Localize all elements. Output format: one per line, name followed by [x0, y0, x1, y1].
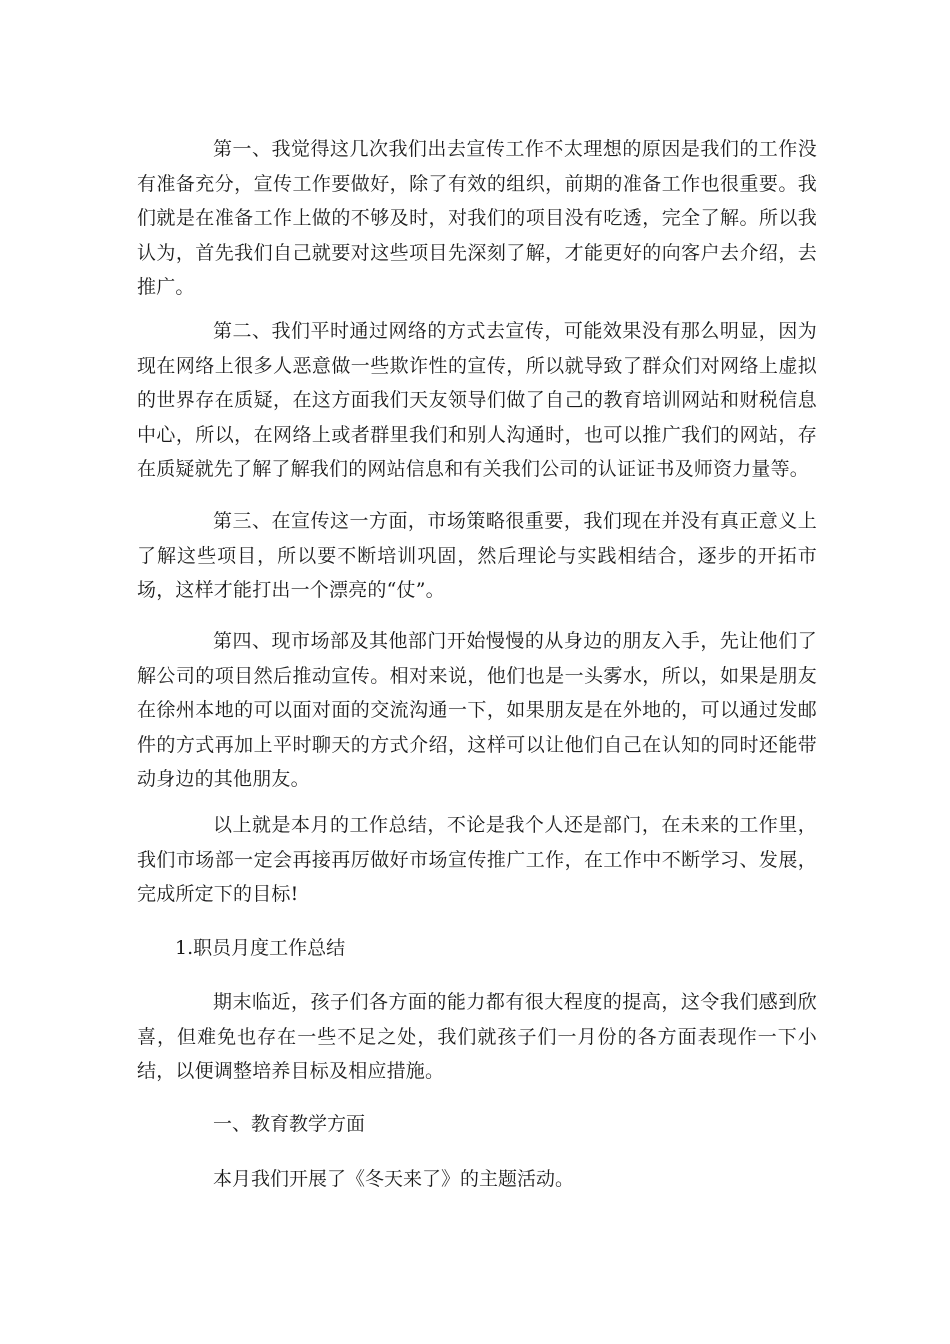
paragraph-second: 第二、我们平时通过网络的方式去宣传，可能效果没有那么明显，因为现在网络上很多人恶意做一些欺诈性的宣传，所以就导致了群众们对网络上虚拟的世界存在质疑，在这方面我们天友领导们做了自己的教育培训网站和财税信息中心，所以，在网络上或者群里我们和别人沟通时，也可以推广我们的网站，存在质疑就先了解了解我们的网站信息和有关我们公司的认证证书及师资力量等。	[137, 320, 817, 480]
paragraph-intro: 期末临近，孩子们各方面的能力都有很大程度的提高，这令我们感到欣喜，但难免也存在一些不足之处，我们就孩子们一月份的各方面表现作一下小结，以便调整培养目标及相应措施。	[137, 991, 817, 1082]
section-title: 1.职员月度工作总结	[175, 937, 346, 959]
paragraph-third: 第三、在宣传这一方面，市场策略很重要，我们现在并没有真正意义上了解这些项目，所以要不断培训巩固，然后理论与实践相结合，逐步的开拓市场，这样才能打出一个漂亮的“仗”。	[137, 510, 817, 601]
paragraph-fourth: 第四、现市场部及其他部门开始慢慢的从身边的朋友入手，先让他们了解公司的项目然后推动宣传。相对来说，他们也是一头雾水，所以，如果是朋友在徐州本地的可以面对面的交流沟通一下，如果朋友是在外地的，可以通过发邮件的方式再加上平时聊天的方式介绍，这样可以让他们自己在认知的同时还能带动身边的其他朋友。	[137, 630, 817, 790]
paragraph-summary: 以上就是本月的工作总结，不论是我个人还是部门，在未来的工作里，我们市场部一定会再接再厉做好市场宣传推广工作，在工作中不断学习、发展，完成所定下的目标!	[137, 814, 817, 905]
subheading: 一、教育教学方面	[213, 1113, 366, 1135]
paragraph-first: 第一、我觉得这几次我们出去宣传工作不太理想的原因是我们的工作没有准备充分，宣传工作要做好，除了有效的组织，前期的准备工作也很重要。我们就是在准备工作上做的不够及时，对我们的项目没有吃透，完全了解。所以我认为，首先我们自己就要对这些项目先深刻了解，才能更好的向客户去介绍，去推广。	[137, 138, 817, 298]
last-line: 本月我们开展了《冬天来了》的主题活动。	[213, 1168, 575, 1190]
